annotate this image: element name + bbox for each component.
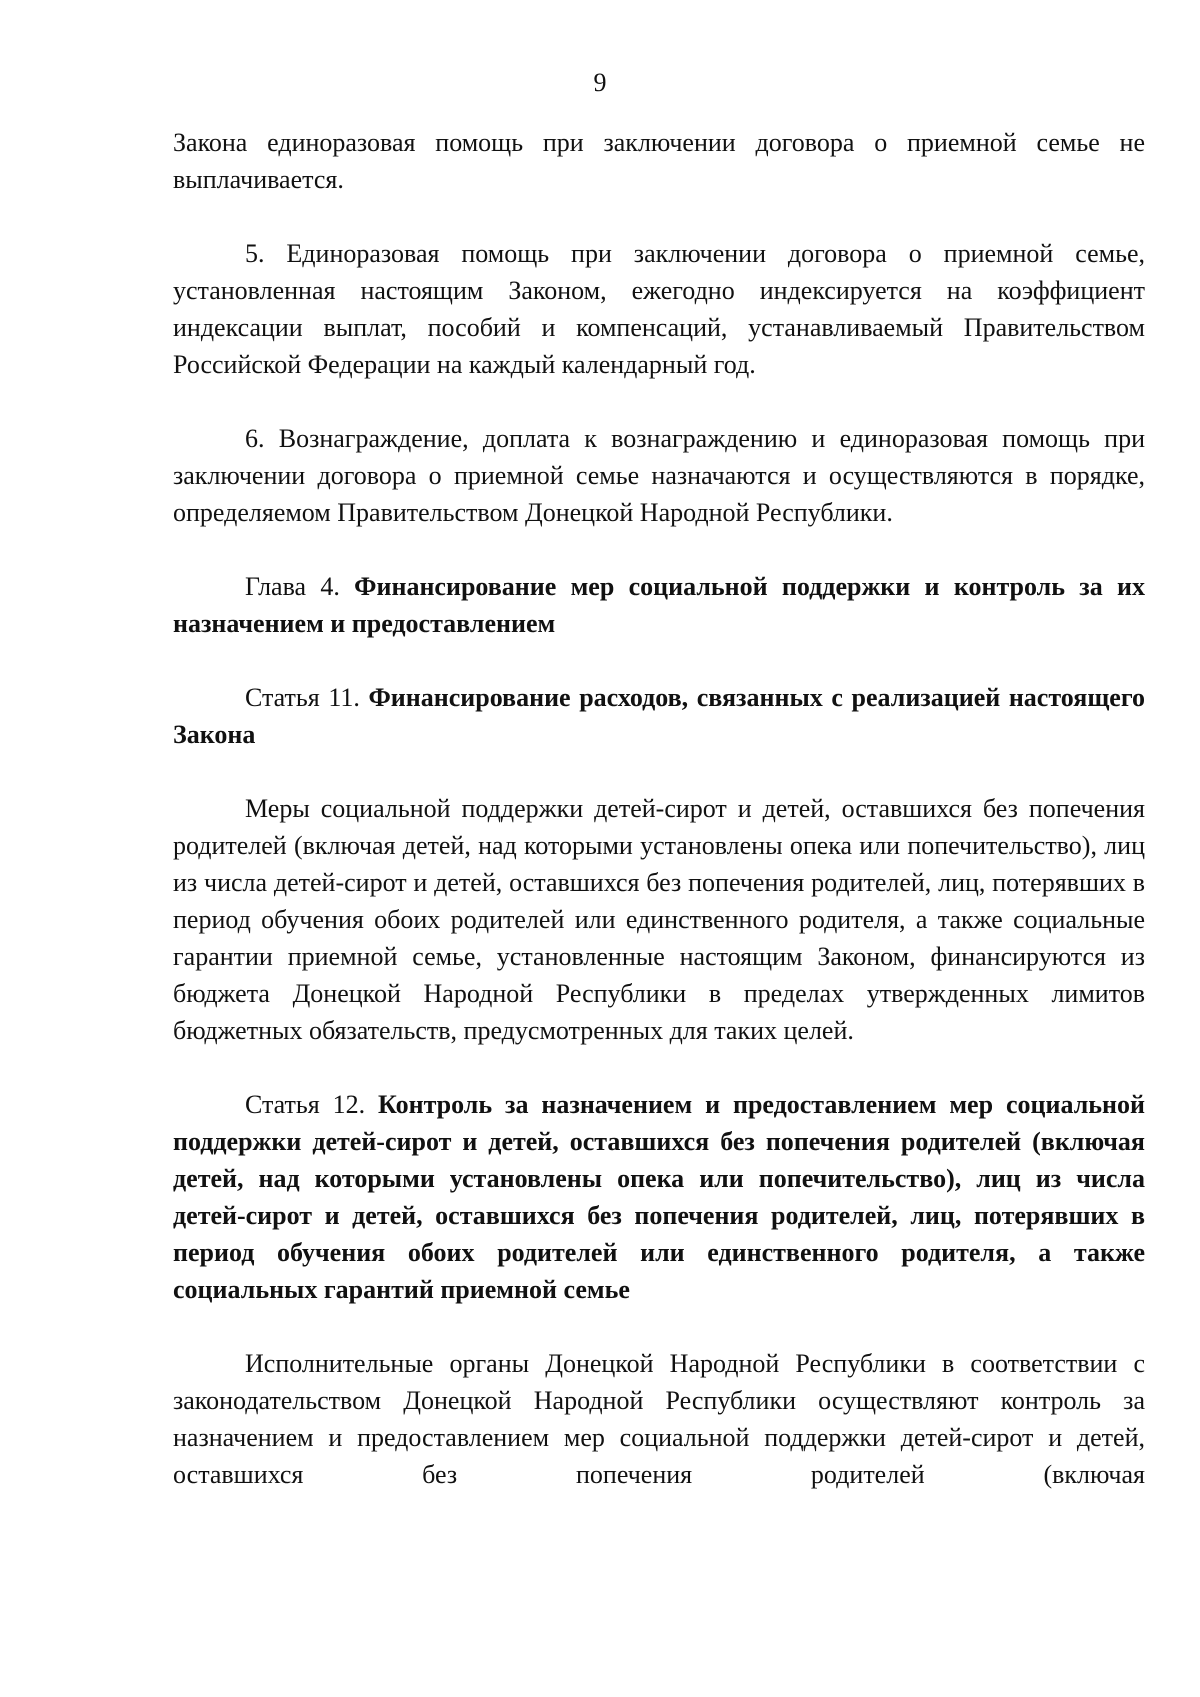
article-12-heading [173, 1086, 1145, 1308]
article-11-heading [173, 679, 1145, 753]
article-12-title: Контроль за назначением и предоставлением мер социальной поддержки детей-сирот и детей, оставшихся без попечения родителей (включая детей, над которыми установлены опека или попечительство), лиц из числа детей-сирот и детей, оставшихся без попечения родителей, лиц, потерявших в период обучения обоих родителей или единственного родителя, а также социальных гарантий приемной семье [173, 1090, 1145, 1304]
paragraph-item-6: 6. Вознаграждение, доплата к вознаграждению и единоразовая помощь при заключении договора о приемной семье назначаются и осуществляются в порядке, определяемом Правительством Донецкой Народной Республики. [173, 424, 1145, 527]
article-11-title: Финансирование расходов, связанных с реализацией настоящего Закона [173, 683, 1145, 749]
article-12-prefix: Статья 12. [245, 1090, 379, 1119]
chapter-4-prefix: Глава 4. [245, 572, 355, 601]
page-number: 9 [593, 68, 607, 97]
article-12-text: Исполнительные органы Донецкой Народной Республики в соответствии с законодательством Донецкой Народной Республики осуществляют контроль за назначением и предоставлением мер социальной поддержки детей-сирот и детей, оставшихся без попечения родителей (включая [173, 1349, 1145, 1489]
paragraph-item-5: 5. Единоразовая помощь при заключении договора о приемной семье, установленная настоящим Законом, ежегодно индексируется на коэффициент индексации выплат, пособий и компенсаций, устанавливаемый Правительством Российской Федерации на каждый календарный год. [173, 239, 1145, 379]
paragraph-continuation: Закона единоразовая помощь при заключении договора о приемной семье не выплачивается. [173, 128, 1145, 194]
chapter-4-title: Финансирование мер социальной поддержки и контроль за их назначением и предоставлением [173, 572, 1145, 638]
document-body [173, 124, 1145, 1493]
chapter-4-heading [173, 568, 1145, 642]
article-11-prefix: Статья 11. [245, 683, 369, 712]
article-11-text: Меры социальной поддержки детей-сирот и детей, оставшихся без попечения родителей (включая детей, над которыми установлены опека или попечительство), лиц из числа детей-сирот и детей, оставшихся без попечения родителей, лиц, потерявших в период обучения обоих родителей или единственного родителя, а также социальные гарантии приемной семье, установленные настоящим Законом, финансируются из бюджета Донецкой Народной Республики в пределах утвержденных лимитов бюджетных обязательств, предусмотренных для таких целей. [173, 794, 1145, 1045]
